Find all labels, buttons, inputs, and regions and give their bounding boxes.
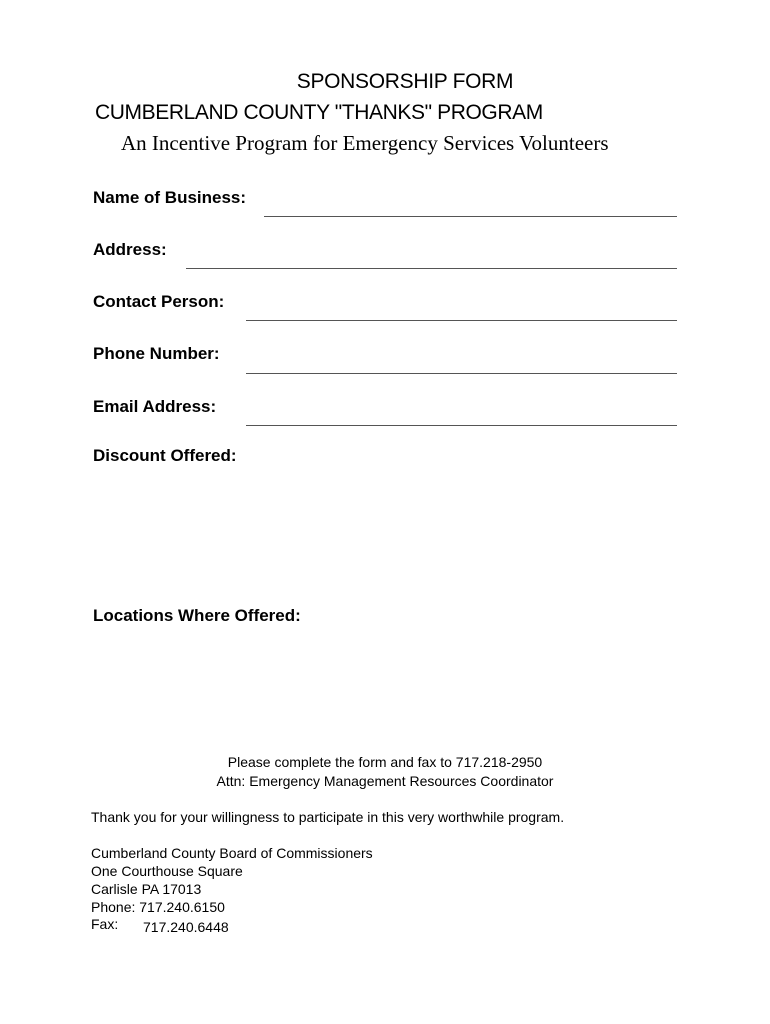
city-state-zip: Carlisle PA 17013 (91, 881, 202, 897)
discount-offered-label: Discount Offered: (93, 446, 237, 465)
contact-person-line[interactable] (246, 320, 677, 321)
phone-line: Phone: 717.240.6150 (91, 899, 225, 915)
email-address-label: Email Address: (93, 397, 217, 416)
street-address: One Courthouse Square (91, 863, 243, 879)
business-name-label: Name of Business: (93, 188, 247, 207)
fax-number: 717.240.6448 (143, 919, 229, 935)
contact-person-label: Contact Person: (93, 292, 225, 311)
program-subtitle: An Incentive Program for Emergency Services Volunteers (121, 131, 609, 155)
locations-offered-label: Locations Where Offered: (93, 606, 301, 625)
phone-number-label: Phone Number: (93, 344, 220, 363)
program-title: CUMBERLAND COUNTY "THANKS" PROGRAM (95, 101, 543, 124)
phone-number-line[interactable] (246, 373, 677, 374)
business-name-line[interactable] (264, 216, 677, 217)
address-line[interactable] (186, 268, 677, 269)
fax-instruction: Please complete the form and fax to 717.218-2950 (227, 754, 543, 770)
org-name: Cumberland County Board of Commissioners (91, 845, 373, 861)
address-label: Address: (93, 240, 167, 259)
fax-label: Fax: (91, 916, 119, 932)
form-title: SPONSORSHIP FORM (296, 70, 514, 93)
email-address-line[interactable] (246, 425, 677, 426)
attention-line: Attn: Emergency Management Resources Coordinator (216, 773, 554, 789)
thank-you-text: Thank you for your willingness to participate in this very worthwhile program. (91, 809, 565, 825)
